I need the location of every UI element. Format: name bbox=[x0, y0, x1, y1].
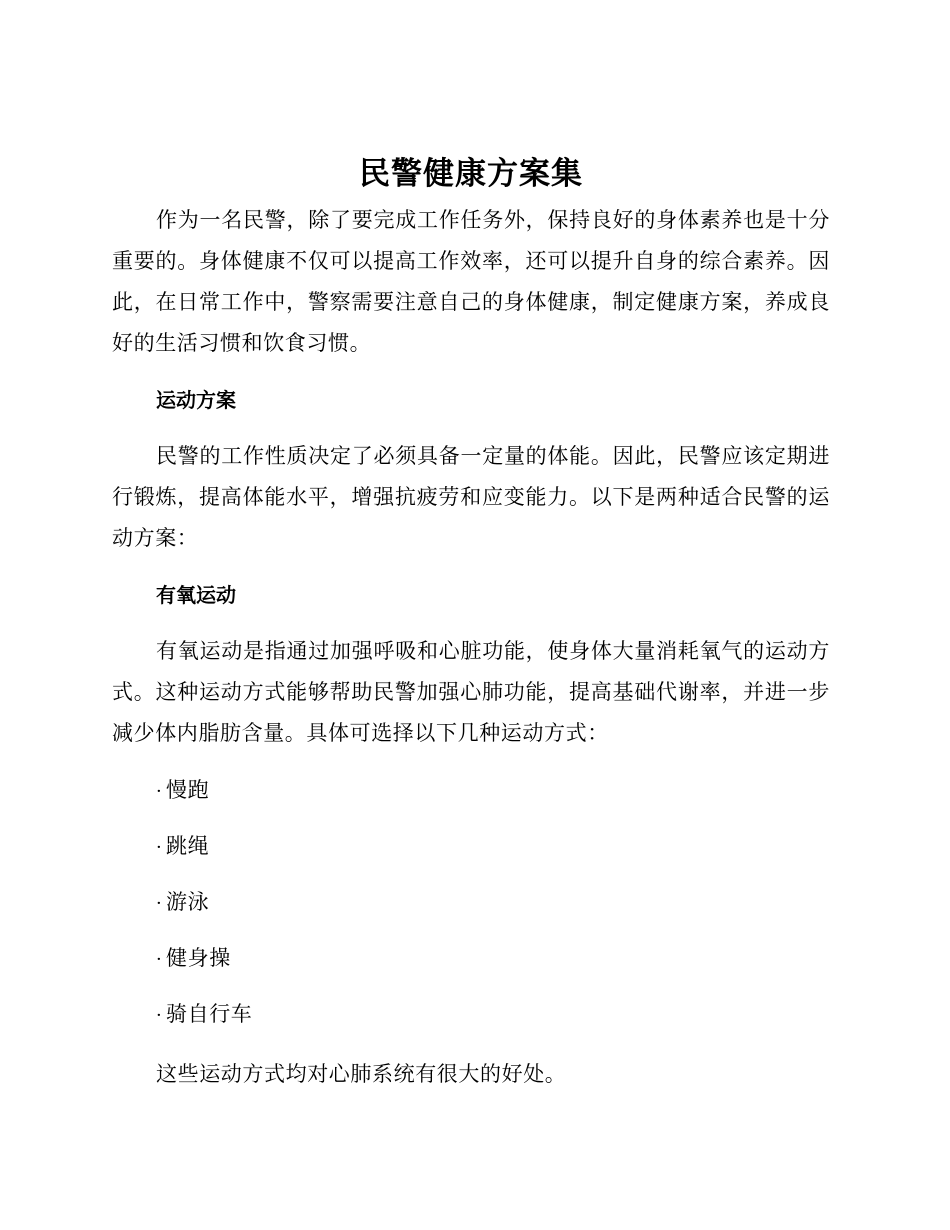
exercise-paragraph: 民警的工作性质决定了必须具备一定量的体能。因此，民警应该定期进行锻炼，提高体能水平，增强抗疲劳和应变能力。以下是两种适合民警的运动方案： bbox=[112, 444, 830, 550]
bullet-dot: · bbox=[156, 893, 163, 914]
list-item-label: 健身操 bbox=[166, 946, 231, 970]
bullet-dot: · bbox=[156, 1005, 163, 1026]
document-body bbox=[112, 150, 830, 1095]
bullet-dot: · bbox=[156, 837, 163, 858]
section-heading-aerobic: 有氧运动 bbox=[156, 583, 236, 607]
bullet-dot: · bbox=[156, 949, 163, 970]
section-heading-exercise: 运动方案 bbox=[156, 388, 236, 412]
list-item-label: 慢跑 bbox=[166, 778, 210, 802]
list-item bbox=[112, 830, 830, 864]
list-item-label: 跳绳 bbox=[166, 834, 210, 858]
intro-paragraph: 作为一名民警，除了要完成工作任务外，保持良好的身体素养也是十分重要的。身体健康不仅可以提高工作效率，还可以提升自身的综合素养。因此，在日常工作中，警察需要注意自己的身体健康，制定健康方案，养成良好的生活习惯和饮食习惯。 bbox=[112, 208, 830, 355]
document-title: 民警健康方案集 bbox=[359, 156, 583, 192]
list-item bbox=[112, 998, 830, 1032]
bullet-dot: · bbox=[156, 781, 163, 802]
closing-paragraph: 这些运动方式均对心肺系统有很大的好处。 bbox=[156, 1062, 567, 1086]
list-item bbox=[112, 886, 830, 920]
list-item bbox=[112, 774, 830, 808]
list-item-label: 游泳 bbox=[166, 890, 210, 914]
aerobic-paragraph: 有氧运动是指通过加强呼吸和心脏功能，使身体大量消耗氧气的运动方式。这种运动方式能够帮助民警加强心肺功能，提高基础代谢率，并进一步减少体内脂肪含量。具体可选择以下几种运动方式： bbox=[112, 639, 830, 745]
list-item bbox=[112, 942, 830, 976]
list-item-label: 骑自行车 bbox=[166, 1002, 253, 1026]
